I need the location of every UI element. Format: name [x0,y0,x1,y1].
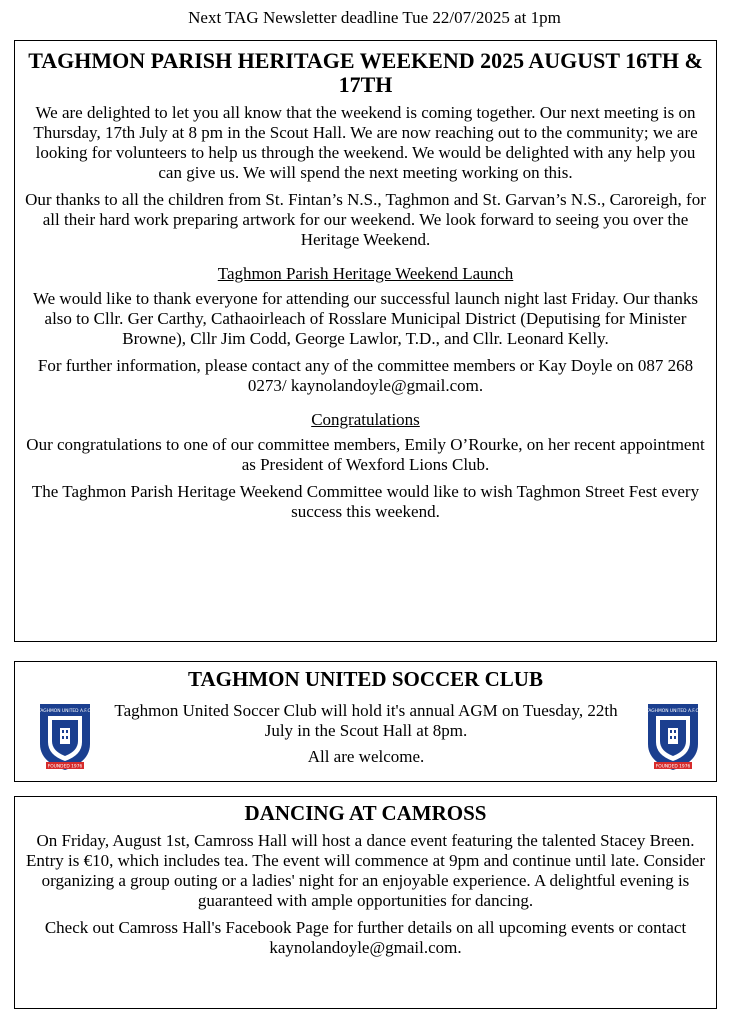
heritage-paragraph-3: We would like to thank everyone for attending our successful launch night last Friday. Our thanks also to Cllr. Ger Carthy, Cathaoirleach of Rosslare Municipal District (Deputising for Minister Browne), Cllr Jim Codd, George Lawlor, T.D., and Cllr. Leonard Kelly. [32,289,699,348]
newsletter-deadline: Next TAG Newsletter deadline Tue 22/07/2025 at 1pm [188,8,561,27]
soccer-title: TAGHMON UNITED SOCCER CLUB [188,667,543,691]
svg-text:FOUNDED 1976: FOUNDED 1976 [655,764,691,770]
heritage-paragraph-4: For further information, please contact any of the committee members or Kay Doyle on 087 268 0273/ kaynolandoyle@gmail.com. [37,356,694,395]
soccer-club-section [14,661,717,782]
soccer-paragraph-1: Taghmon United Soccer Club will hold it's annual AGM on Tuesday, 22th July in the Scout Hall at 8pm. [114,701,618,740]
svg-text:TAGHMON UNITED A.F.C.: TAGHMON UNITED A.F.C. [646,709,700,714]
soccer-club-crest-logo-right [644,700,702,772]
dancing-title: DANCING AT CAMROSS [244,801,487,825]
launch-heading: Taghmon Parish Heritage Weekend Launch [217,264,514,283]
svg-text:TAGHMON UNITED A.F.C.: TAGHMON UNITED A.F.C. [38,709,92,714]
heritage-weekend-section [14,40,717,642]
dancing-paragraph-2: Check out Camross Hall's Facebook Page for further details on all upcoming events or contact kaynolandoyle@gmail.com. [44,918,687,957]
soccer-club-crest-logo [36,700,94,772]
heritage-paragraph-5: Our congratulations to one of our committee members, Emily O’Rourke, on her recent appointment as President of Wexford Lions Club. [26,435,705,474]
heritage-title: TAGHMON PARISH HERITAGE WEEKEND 2025 AUGUST 16TH & 17TH [28,48,703,97]
congratulations-heading: Congratulations [311,410,420,429]
heritage-paragraph-1: We are delighted to let you all know that the weekend is coming together. Our next meeting is on Thursday, 17th July at 8 pm in the Scout Hall. We are now reaching out to the community; we are looking for volunteers to help us through the weekend. We would be delighted with any help you can give us. We will spend the next meeting working on this. [33,103,698,182]
dancing-section [14,796,717,1009]
heritage-paragraph-2: Our thanks to all the children from St. Fintan’s N.S., Taghmon and St. Garvan’s N.S., Caroreigh, for all their hard work preparing artwork for our weekend. We look forward to seeing you over the Heritage Weekend. [25,190,706,249]
heritage-paragraph-6: The Taghmon Parish Heritage Weekend Committee would like to wish Taghmon Street Fest every success this weekend. [31,482,700,521]
dancing-paragraph-1: On Friday, August 1st, Camross Hall will host a dance event featuring the talented Stacey Breen. Entry is €10, which includes tea. The event will commence at 9pm and continue until late. Consider organizing a group outing or a ladies' night for an enjoyable experience. A delightful evening is guaranteed with ample opportunities for dancing. [25,831,706,910]
soccer-paragraph-2: All are welcome. [307,747,425,766]
svg-text:FOUNDED 1976: FOUNDED 1976 [47,764,83,770]
